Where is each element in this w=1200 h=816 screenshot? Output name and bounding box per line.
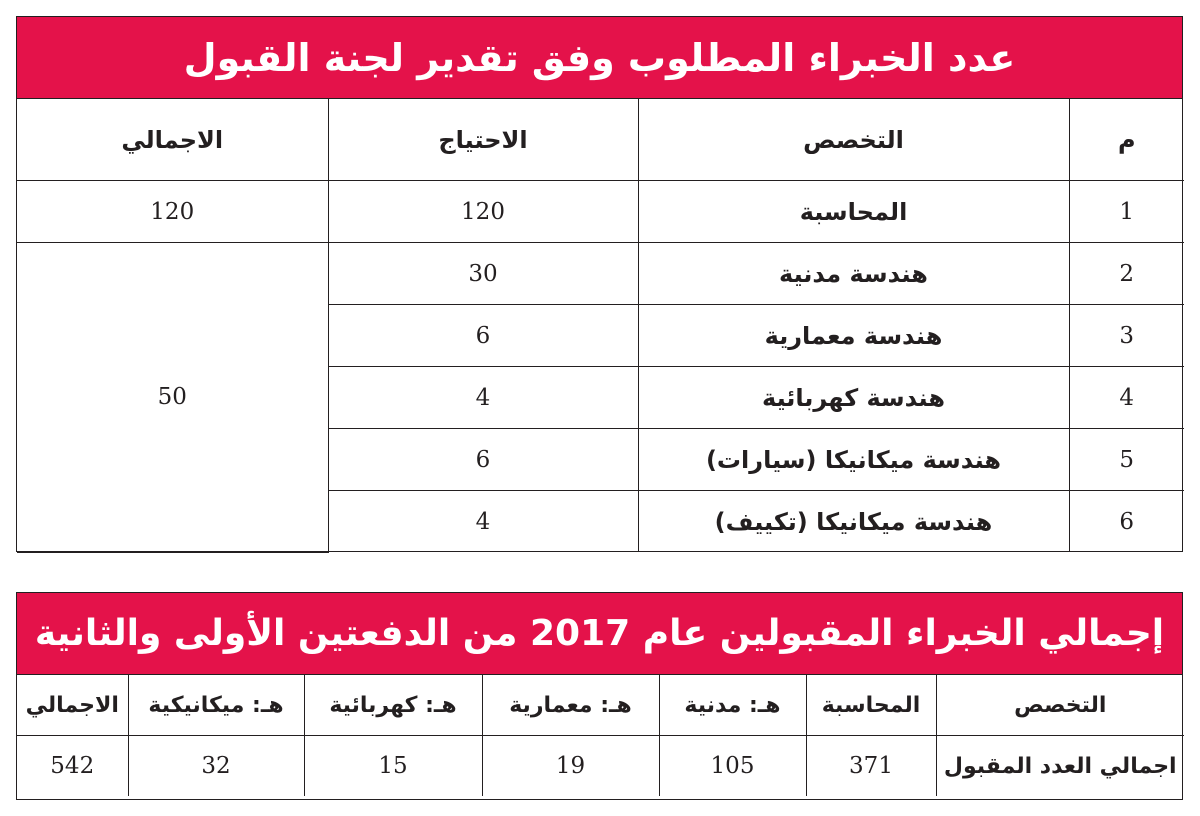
row-specialty: هندسة معمارية (638, 305, 1069, 367)
row-need: 4 (328, 367, 638, 429)
table-row (17, 243, 1184, 305)
row-specialty: هندسة ميكانيكا (سيارات) (638, 429, 1069, 491)
table-header-row (17, 99, 1184, 181)
header-architecture: هـ: معمارية (482, 675, 659, 736)
row-need: 30 (328, 243, 638, 305)
row-index: 4 (1069, 367, 1184, 429)
header-total: الاجمالي (17, 99, 328, 181)
header-need: الاحتياج (328, 99, 638, 181)
table-header-row (17, 675, 1184, 736)
header-specialty: التخصص (638, 99, 1069, 181)
header-civil: هـ: مدنية (659, 675, 806, 736)
row-specialty: هندسة مدنية (638, 243, 1069, 305)
header-specialty: التخصص (936, 675, 1184, 736)
table1-title: عدد الخبراء المطلوب وفق تقدير لجنة القبول (17, 17, 1182, 99)
table2-title: إجمالي الخبراء المقبولين عام 2017 من الدفعتين الأولى والثانية (17, 593, 1182, 675)
row-specialty: هندسة كهربائية (638, 367, 1069, 429)
row-total: 120 (17, 181, 328, 243)
row-need: 6 (328, 305, 638, 367)
row-index: 6 (1069, 491, 1184, 553)
row-need: 120 (328, 181, 638, 243)
table-row (17, 736, 1184, 797)
accepted-experts-table (16, 592, 1183, 800)
cell-electrical: 15 (304, 736, 482, 797)
row-specialty: المحاسبة (638, 181, 1069, 243)
cell-architecture: 19 (482, 736, 659, 797)
row-label: اجمالي العدد المقبول (936, 736, 1184, 797)
row-index: 3 (1069, 305, 1184, 367)
header-mechanical: هـ: ميكانيكية (128, 675, 304, 736)
row-specialty: هندسة ميكانيكا (تكييف) (638, 491, 1069, 553)
header-accounting: المحاسبة (806, 675, 936, 736)
experts-required-grid (17, 99, 1184, 553)
cell-accounting: 371 (806, 736, 936, 797)
header-total: الاجمالي (17, 675, 128, 736)
row-need: 6 (328, 429, 638, 491)
row-index: 1 (1069, 181, 1184, 243)
cell-civil: 105 (659, 736, 806, 797)
cell-mechanical: 32 (128, 736, 304, 797)
experts-required-table (16, 16, 1183, 552)
row-index: 5 (1069, 429, 1184, 491)
row-need: 4 (328, 491, 638, 553)
header-electrical: هـ: كهربائية (304, 675, 482, 736)
row-index: 2 (1069, 243, 1184, 305)
table-row (17, 181, 1184, 243)
header-index: م (1069, 99, 1184, 181)
cell-total: 542 (17, 736, 128, 797)
engineering-total: 50 (17, 243, 328, 553)
accepted-experts-grid (17, 675, 1184, 796)
